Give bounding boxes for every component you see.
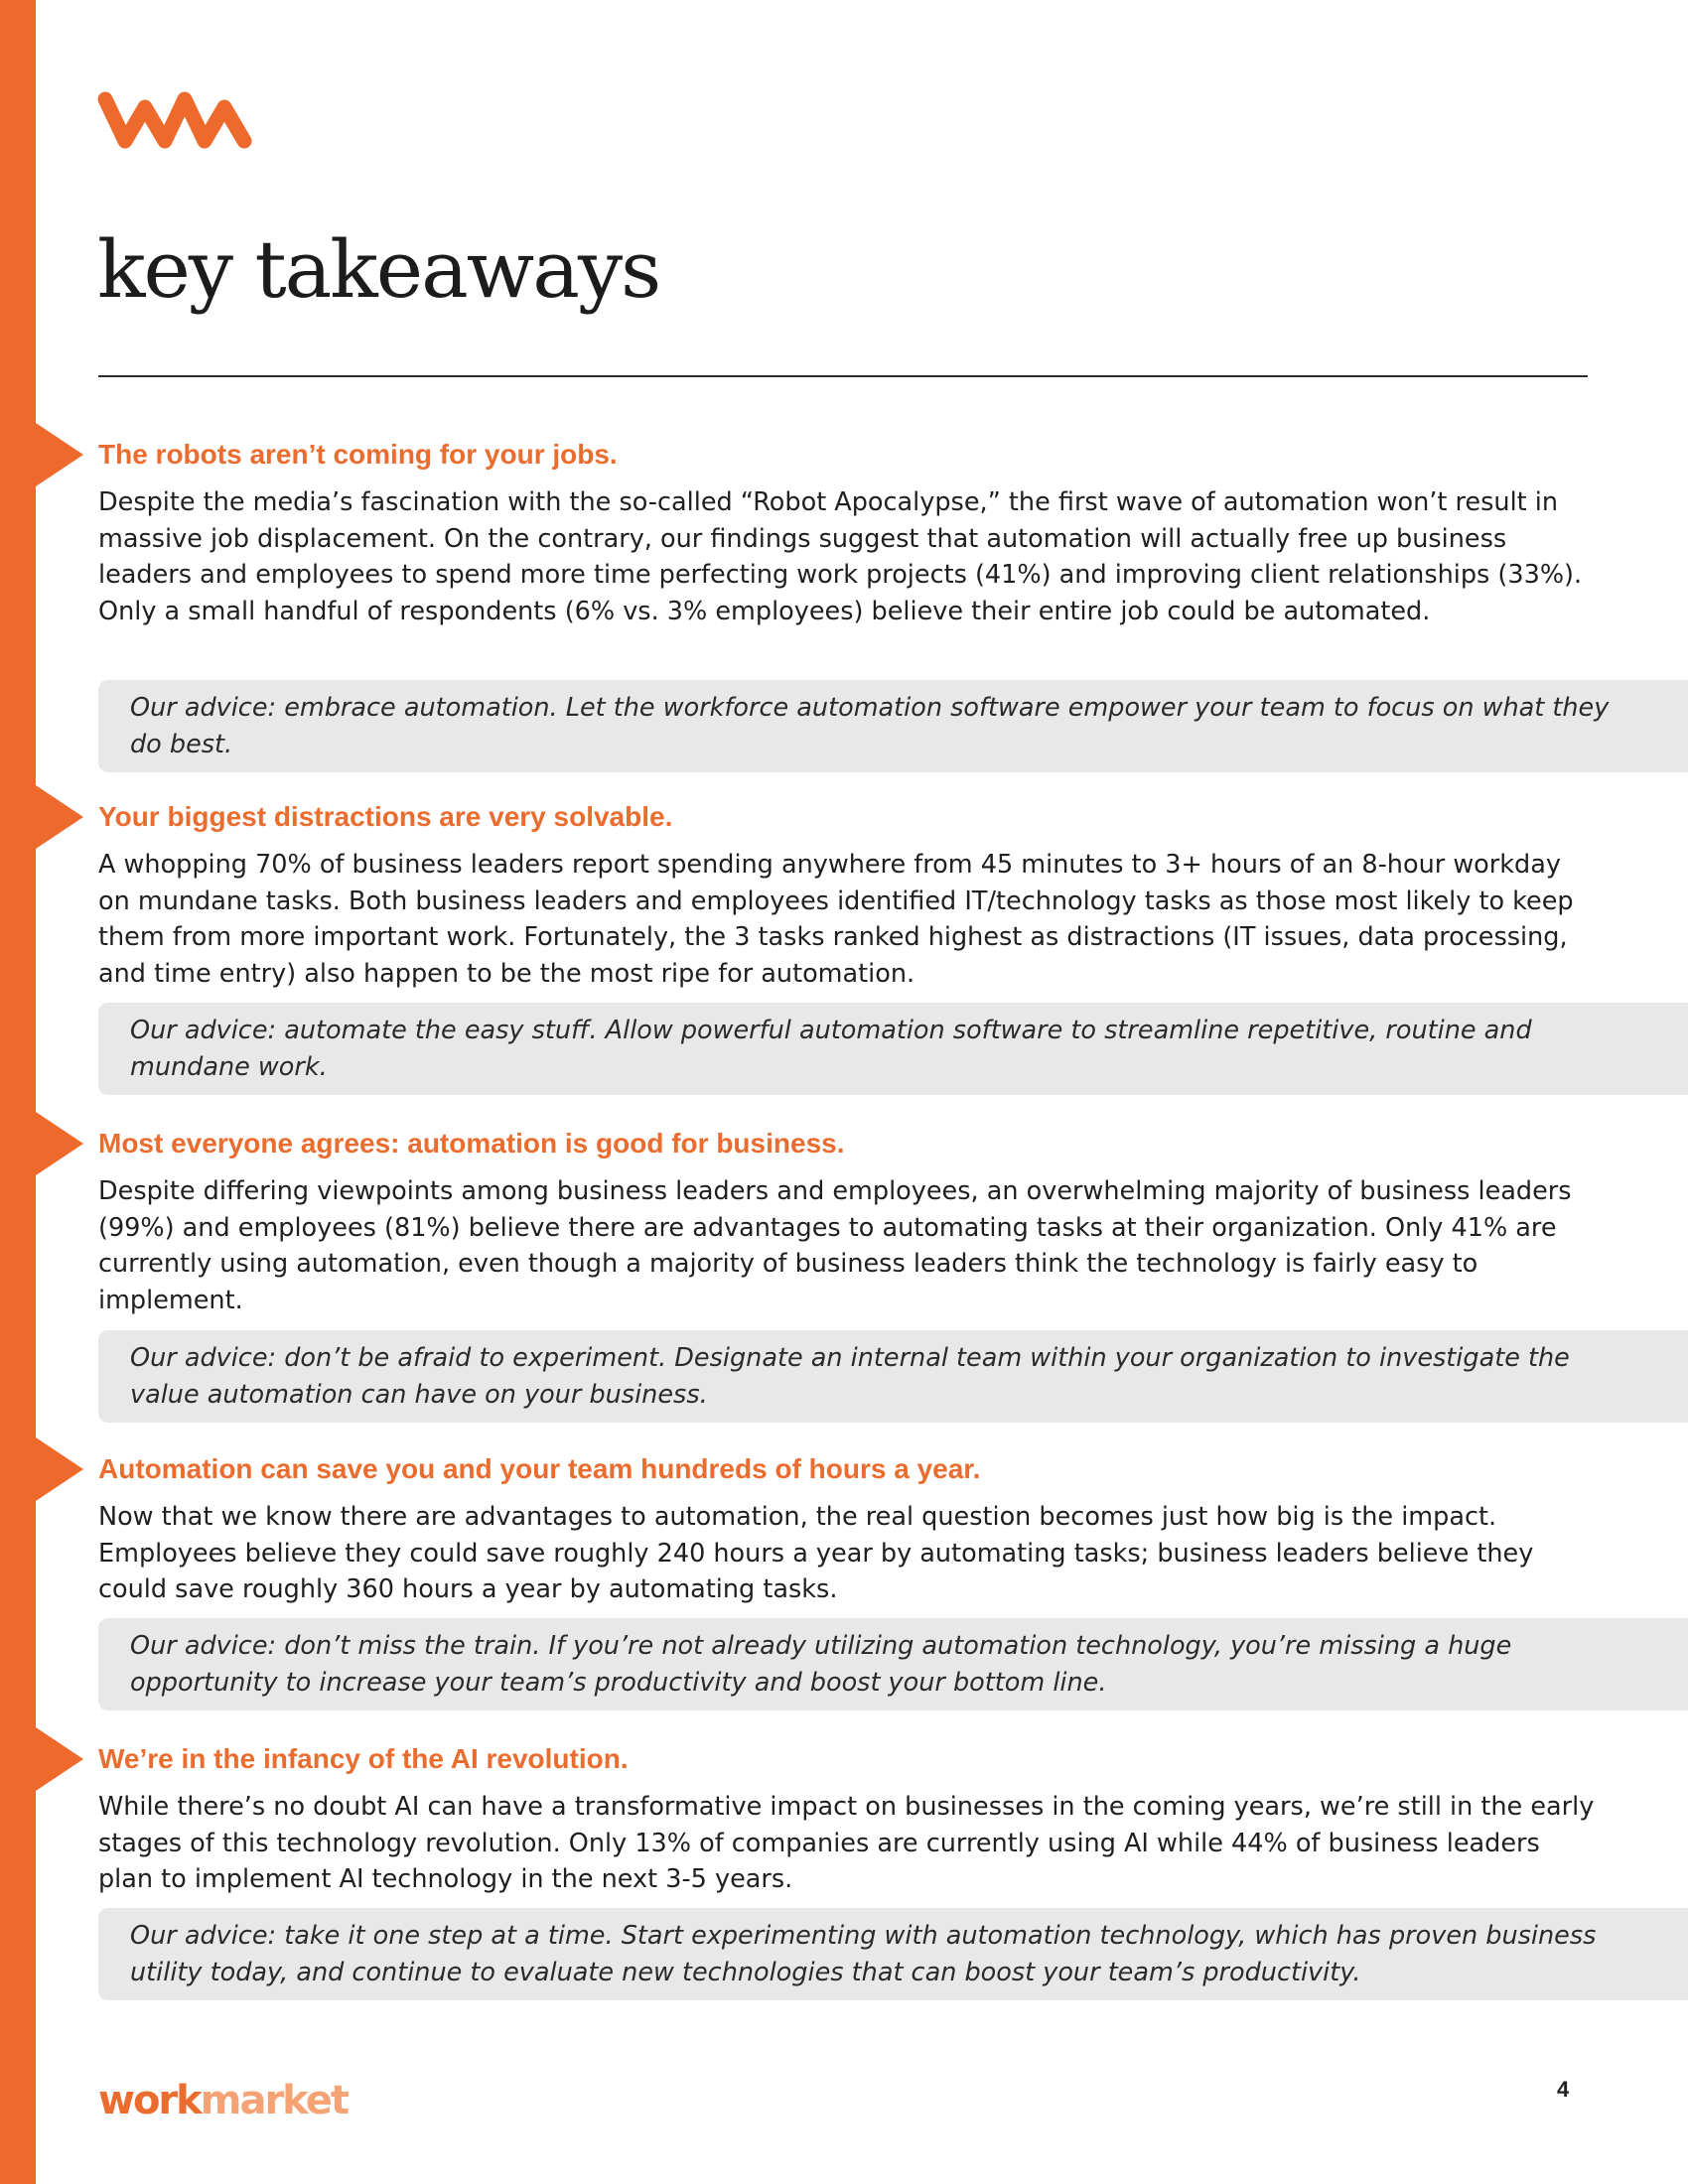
advice-text: Our advice: don’t miss the train. If you’re not already utilizing automation technology, you’re missing a huge opportunity to increase your team’s productivity and boost your bottom line. (130, 1631, 1512, 1698)
workmarket-logo-icon (97, 89, 252, 153)
section-pointer-icon (36, 423, 83, 486)
section-heading: Most everyone agrees: automation is good for business. (98, 1128, 845, 1159)
section-pointer-icon (36, 1727, 83, 1791)
section-pointer-icon (36, 1112, 83, 1175)
title-divider (98, 375, 1588, 377)
advice-box (98, 1908, 1688, 2000)
advice-text: Our advice: take it one step at a time. Start experimenting with automation technology, which has proven business utility today, and continue to evaluate new technologies that can boost your team’s productivity. (130, 1921, 1597, 1987)
advice-box (98, 1003, 1688, 1095)
workmarket-wordmark (98, 2078, 348, 2123)
advice-box (98, 1330, 1688, 1423)
section-body: Now that we know there are advantages to automation, the real question becomes just how big is the impact. Employees believe they could save roughly 240 hours a year by automating tasks; business leaders believe they could save roughly 360 hours a year by automating tasks. (98, 1502, 1534, 1604)
page-number: 4 (1557, 2077, 1570, 2102)
section-body: Despite differing viewpoints among business leaders and employees, an overwhelming majority of business leaders (99%) and employees (81%) believe there are advantages to automating tasks at their organization. Only 41% are currently using automation, even though a majority of business leaders think the technology is fairly easy to implement. (98, 1176, 1572, 1315)
section-body: While there’s no doubt AI can have a transformative impact on businesses in the coming years, we’re still in the early stages of this technology revolution. Only 13% of companies are currently using AI while 44% of business leaders plan to implement AI technology in the next 3-5 years. (98, 1792, 1595, 1894)
advice-text: Our advice: don’t be afraid to experiment. Designate an internal team within your organization to investigate the value automation can have on your business. (130, 1343, 1570, 1410)
page-title: key takeaways (97, 223, 660, 316)
wordmark-work: work (98, 2078, 201, 2123)
section-body: A whopping 70% of business leaders report spending anywhere from 45 minutes to 3+ hours of an 8-hour workday on mundane tasks. Both business leaders and employees identified IT/technology tasks as those most likely to keep them from more important work. Fortunately, the 3 tasks ranked highest as distractions (IT issues, data processing, and time entry) also happen to be the most ripe for automation. (98, 850, 1574, 989)
advice-box (98, 680, 1688, 772)
section-heading: Your biggest distractions are very solvable. (98, 801, 673, 832)
left-accent-bar (0, 0, 36, 2184)
section-body: Despite the media’s fascination with the so-called “Robot Apocalypse,” the first wave of automation won’t result in massive job displacement. On the contrary, our findings suggest that automation will actually free up business leaders and employees to spend more time perfecting work projects (41%) and improving client relationships (33%). Only a small handful of respondents (6% vs. 3% employees) believe their entire job could be automated. (98, 487, 1583, 626)
section-pointer-icon (36, 785, 83, 849)
section-heading: We’re in the infancy of the AI revolution. (98, 1743, 629, 1774)
section-heading: The robots aren’t coming for your jobs. (98, 439, 618, 470)
wordmark-market: market (200, 2078, 348, 2123)
advice-box (98, 1618, 1688, 1710)
advice-text: Our advice: embrace automation. Let the workforce automation software empower your team to focus on what they do best. (130, 693, 1610, 759)
section-heading: Automation can save you and your team hundreds of hours a year. (98, 1453, 981, 1484)
advice-text: Our advice: automate the easy stuff. Allow powerful automation software to streamline repetitive, routine and mundane work. (130, 1016, 1532, 1082)
section-pointer-icon (36, 1437, 83, 1501)
